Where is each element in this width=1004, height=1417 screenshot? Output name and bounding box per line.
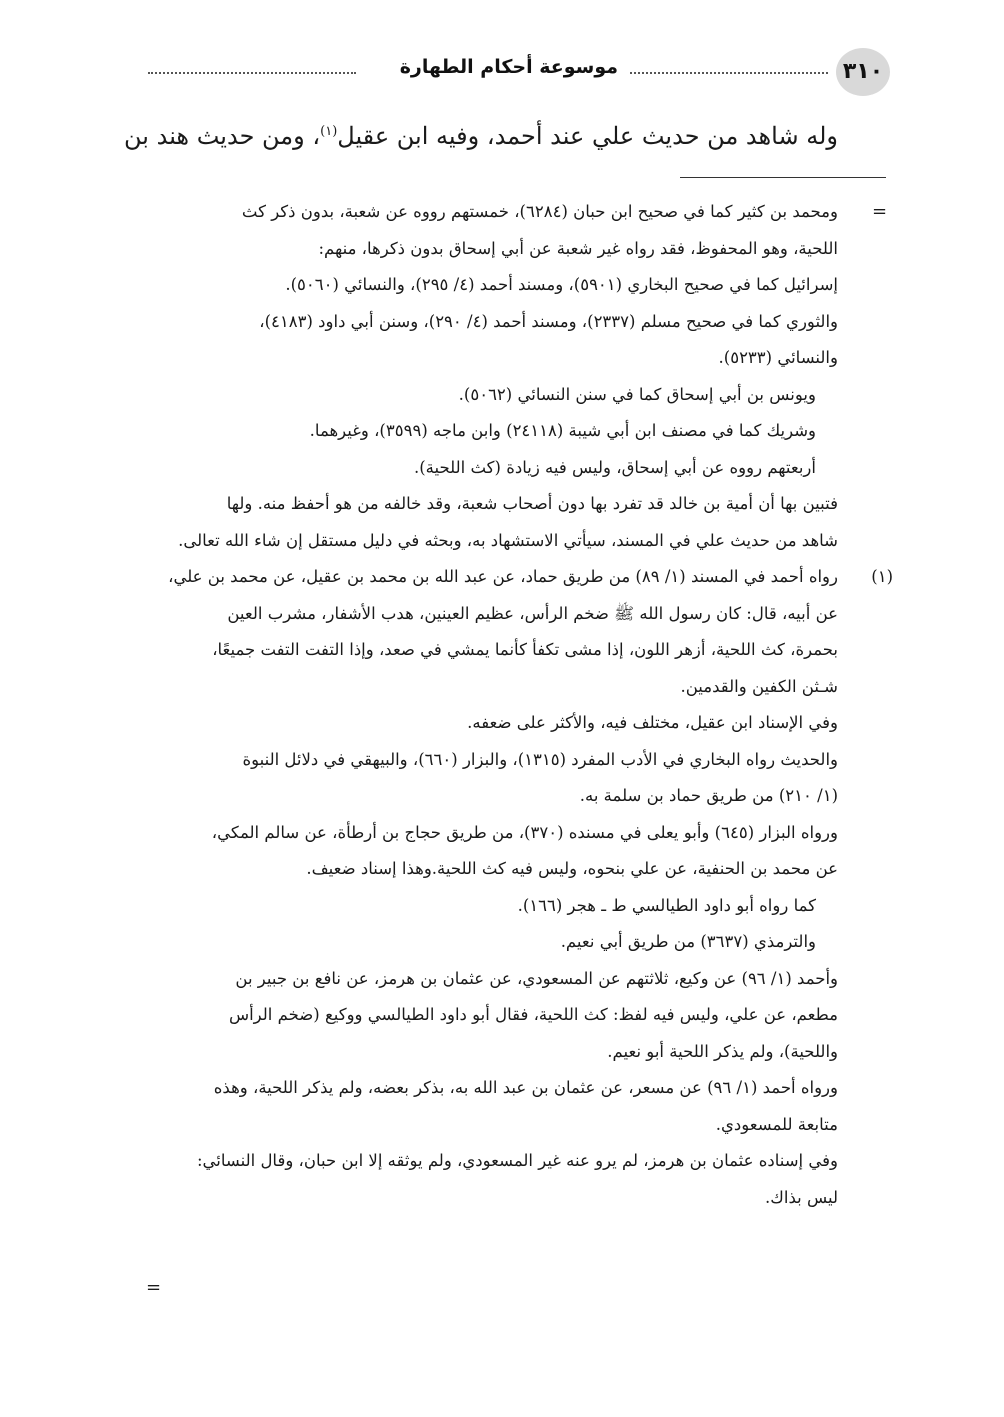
footnote-line: واللحية)، ولم يذكر اللحية أبو نعيم. [607, 1041, 838, 1061]
main-text [124, 112, 838, 156]
footnote-line: شـثن الكفين والقدمين. [680, 676, 838, 696]
footnote-line: اللحية، وهو المحفوظ، فقد رواه غير شعبة عن أبي إسحاق بدون ذكرها، منهم: [318, 238, 838, 258]
footnote-line: فتبين بها أن أمية بن خالد قد تفرد بها دون أصحاب شعبة، وقد خالفه من هو أحفظ منه. ولها [226, 494, 838, 513]
footnote-line: والترمذي (٣٦٣٧) من طريق أبي نعيم. [560, 932, 816, 951]
footnote-line: إسرائيل كما في صحيح البخاري (٥٩٠١)، ومسند أحمد (٤/ ٢٩٥)، والنسائي (٥٠٦٠). [285, 275, 838, 294]
footnote-line: ويونس بن أبي إسحاق كما في سنن النسائي (٥٠٦٢). [458, 384, 816, 404]
footnote-line-text: رواه أحمد في المسند (١/ ٨٩) من طريق حماد، عن عبد الله بن محمد بن عقيل، عن محمد بن علي، [168, 567, 838, 586]
footnote-line: أربعتهم رووه عن أبي إسحاق، وليس فيه زيادة (كث اللحية). [413, 457, 816, 477]
page-header [140, 48, 890, 98]
footnote-marker: (١) [871, 567, 893, 586]
header-dots-left [148, 72, 356, 74]
footnote-line: والنسائي (٥٢٣٣). [718, 348, 838, 367]
footnote-line: وأحمد (١/ ٩٦) عن وكيع، ثلاثتهم عن المسعودي، عن عثمان بن هرمز، عن نافع بن جبير بن [235, 968, 838, 988]
footnote-line: مطعم، عن علي، وليس فيه لفظ: كث اللحية، فقال أبو داود الطيالسي ووكيع (ضخم الرأس [228, 1005, 838, 1024]
footnotes [146, 194, 893, 1216]
footnote-line [146, 559, 893, 596]
main-text-part-2: ، ومن حديث هند بن [124, 122, 321, 150]
footnote-line: والثوري كما في صحيح مسلم (٢٣٣٧)، ومسند أحمد (٤/ ٢٩٠)، وسنن أبي داود (٤١٨٣)، [259, 311, 838, 331]
footnote-line: (١/ ٢١٠) من طريق حماد بن سلمة به. [579, 786, 838, 805]
main-text-part-1: وله شاهد من حديث علي عند أحمد، وفيه ابن عقيل [337, 122, 838, 150]
header-dots-right [630, 72, 828, 74]
footnote-line: وفي الإسناد ابن عقيل، مختلف فيه، والأكثر على ضعفه. [467, 713, 838, 732]
footnote-line: عن محمد بن الحنفية، عن علي بنحوه، وليس فيه كث اللحية.وهذا إسناد ضعيف. [306, 859, 838, 878]
footnote-line: بحمرة، كث اللحية، أزهر اللون، إذا مشى تكفأ كأنما يمشي في صعد، وإذا التفت التفت جميعًا، [212, 640, 838, 659]
book-title: موسوعة أحكام الطهارة [399, 56, 618, 78]
footnote-line: ليس بذاك. [765, 1187, 838, 1207]
footnote-line: متابعة للمسعودي. [715, 1114, 838, 1134]
footnote-line: شاهد من حديث علي في المسند، سيأتي الاستشهاد به، وبحثه في دليل مستقل إن شاء الله تعالى. [178, 530, 838, 550]
footnote-line: وفي إسناده عثمان بن هرمز، لم يرو عنه غير المسعودي، ولم يوثقه إلا ابن حبان، وقال النسائي: [196, 1151, 838, 1170]
footnote-line: ومحمد بن كثير كما في صحيح ابن حبان (٦٢٨٤)، خمستهم رووه عن شعبة، بدون ذكر كث [241, 202, 838, 221]
footnote-separator [680, 177, 886, 178]
footnote-line: وشريك كما في مصنف ابن أبي شيبة (٢٤١١٨) وابن ماجه (٣٥٩٩)، وغيرهما. [309, 421, 816, 440]
page-number: ٣١٠ [836, 48, 890, 96]
footnote-line: ورواه البزار (٦٤٥) وأبو يعلى في مسنده (٣٧٠)، من طريق حجاج بن أرطأة، عن سالم المكي، [211, 822, 838, 842]
footnote-line: ورواه أحمد (١/ ٩٦) عن مسعر، عن عثمان بن عبد الله به، بذكر بعضه، ولم يذكر اللحية، وهذه [213, 1078, 838, 1097]
continuation-mark-top: = [872, 201, 888, 222]
footnote-reference: (١) [320, 124, 338, 139]
footnote-line: كما رواه أبو داود الطيالسي ط ـ هجر (١٦٦). [517, 895, 816, 915]
footnote-line: عن أبيه، قال: كان رسول الله ﷺ ضخم الرأس، عظيم العينين، هدب الأشفار، مشرب العين [227, 603, 838, 623]
footnote-line: والحديث رواه البخاري في الأدب المفرد (١٣١٥)، والبزار (٦٦٠)، والبيهقي في دلائل النبوة [242, 749, 838, 769]
continuation-mark-bottom: = [146, 1277, 162, 1298]
